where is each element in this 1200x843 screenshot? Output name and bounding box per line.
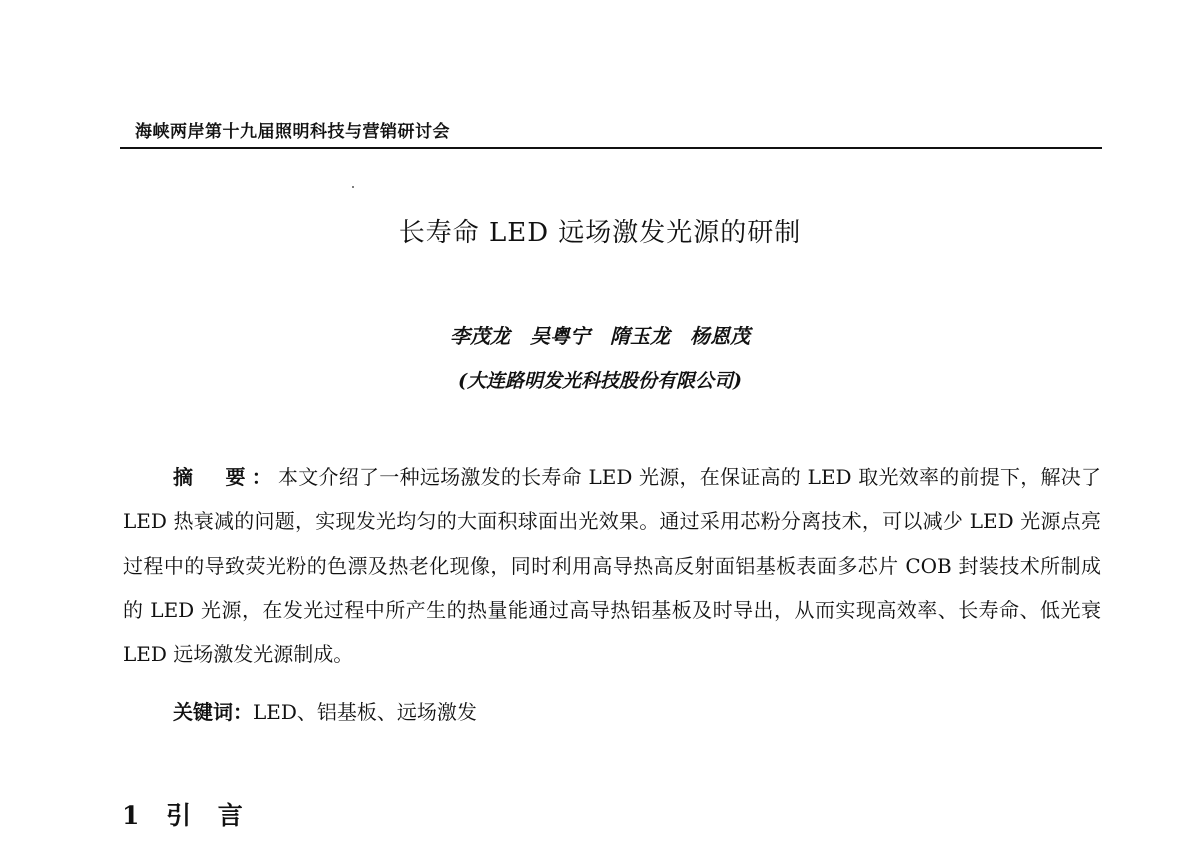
scan-speck <box>352 186 354 188</box>
abstract-label: 摘 要： <box>173 465 279 489</box>
keywords-label: 关键词： <box>173 700 253 724</box>
author-list: 李茂龙 吴粤宁 隋玉龙 杨恩茂 <box>450 324 750 348</box>
running-header: 海峡两岸第十九届照明科技与营销研讨会 <box>135 122 450 142</box>
paper-title: 长寿命 LED 远场激发光源的研制 <box>398 218 802 248</box>
section-heading: 1 引 言 <box>122 801 252 830</box>
affiliation: (大连路明发光科技股份有限公司) <box>458 370 742 392</box>
keywords <box>173 696 477 725</box>
abstract-text: 本文介绍了一种远场激发的长寿命 LED 光源，在保证高的 LED 取光效率的前提下，解决了 LED 热衰减的问题，实现发光均匀的大面积球面出光效果。通过采用芯粉分离技术，可以减少 LED 光源点亮过程中的导致荧光粉的色漂及热老化现像，同时利用高导热高反射面铝基板表面多芯片 COB 封装技术所制成的 LED 光源，在发光过程中所产生的热量能通过高导热铝基板及时导出，从而实现高效率、长寿命、低光衰 LED 远场激发光源制成。 <box>123 465 1102 667</box>
keywords-text: LED、铝基板、远场激发 <box>253 700 477 724</box>
abstract <box>123 455 1101 676</box>
header-rule <box>120 147 1102 149</box>
